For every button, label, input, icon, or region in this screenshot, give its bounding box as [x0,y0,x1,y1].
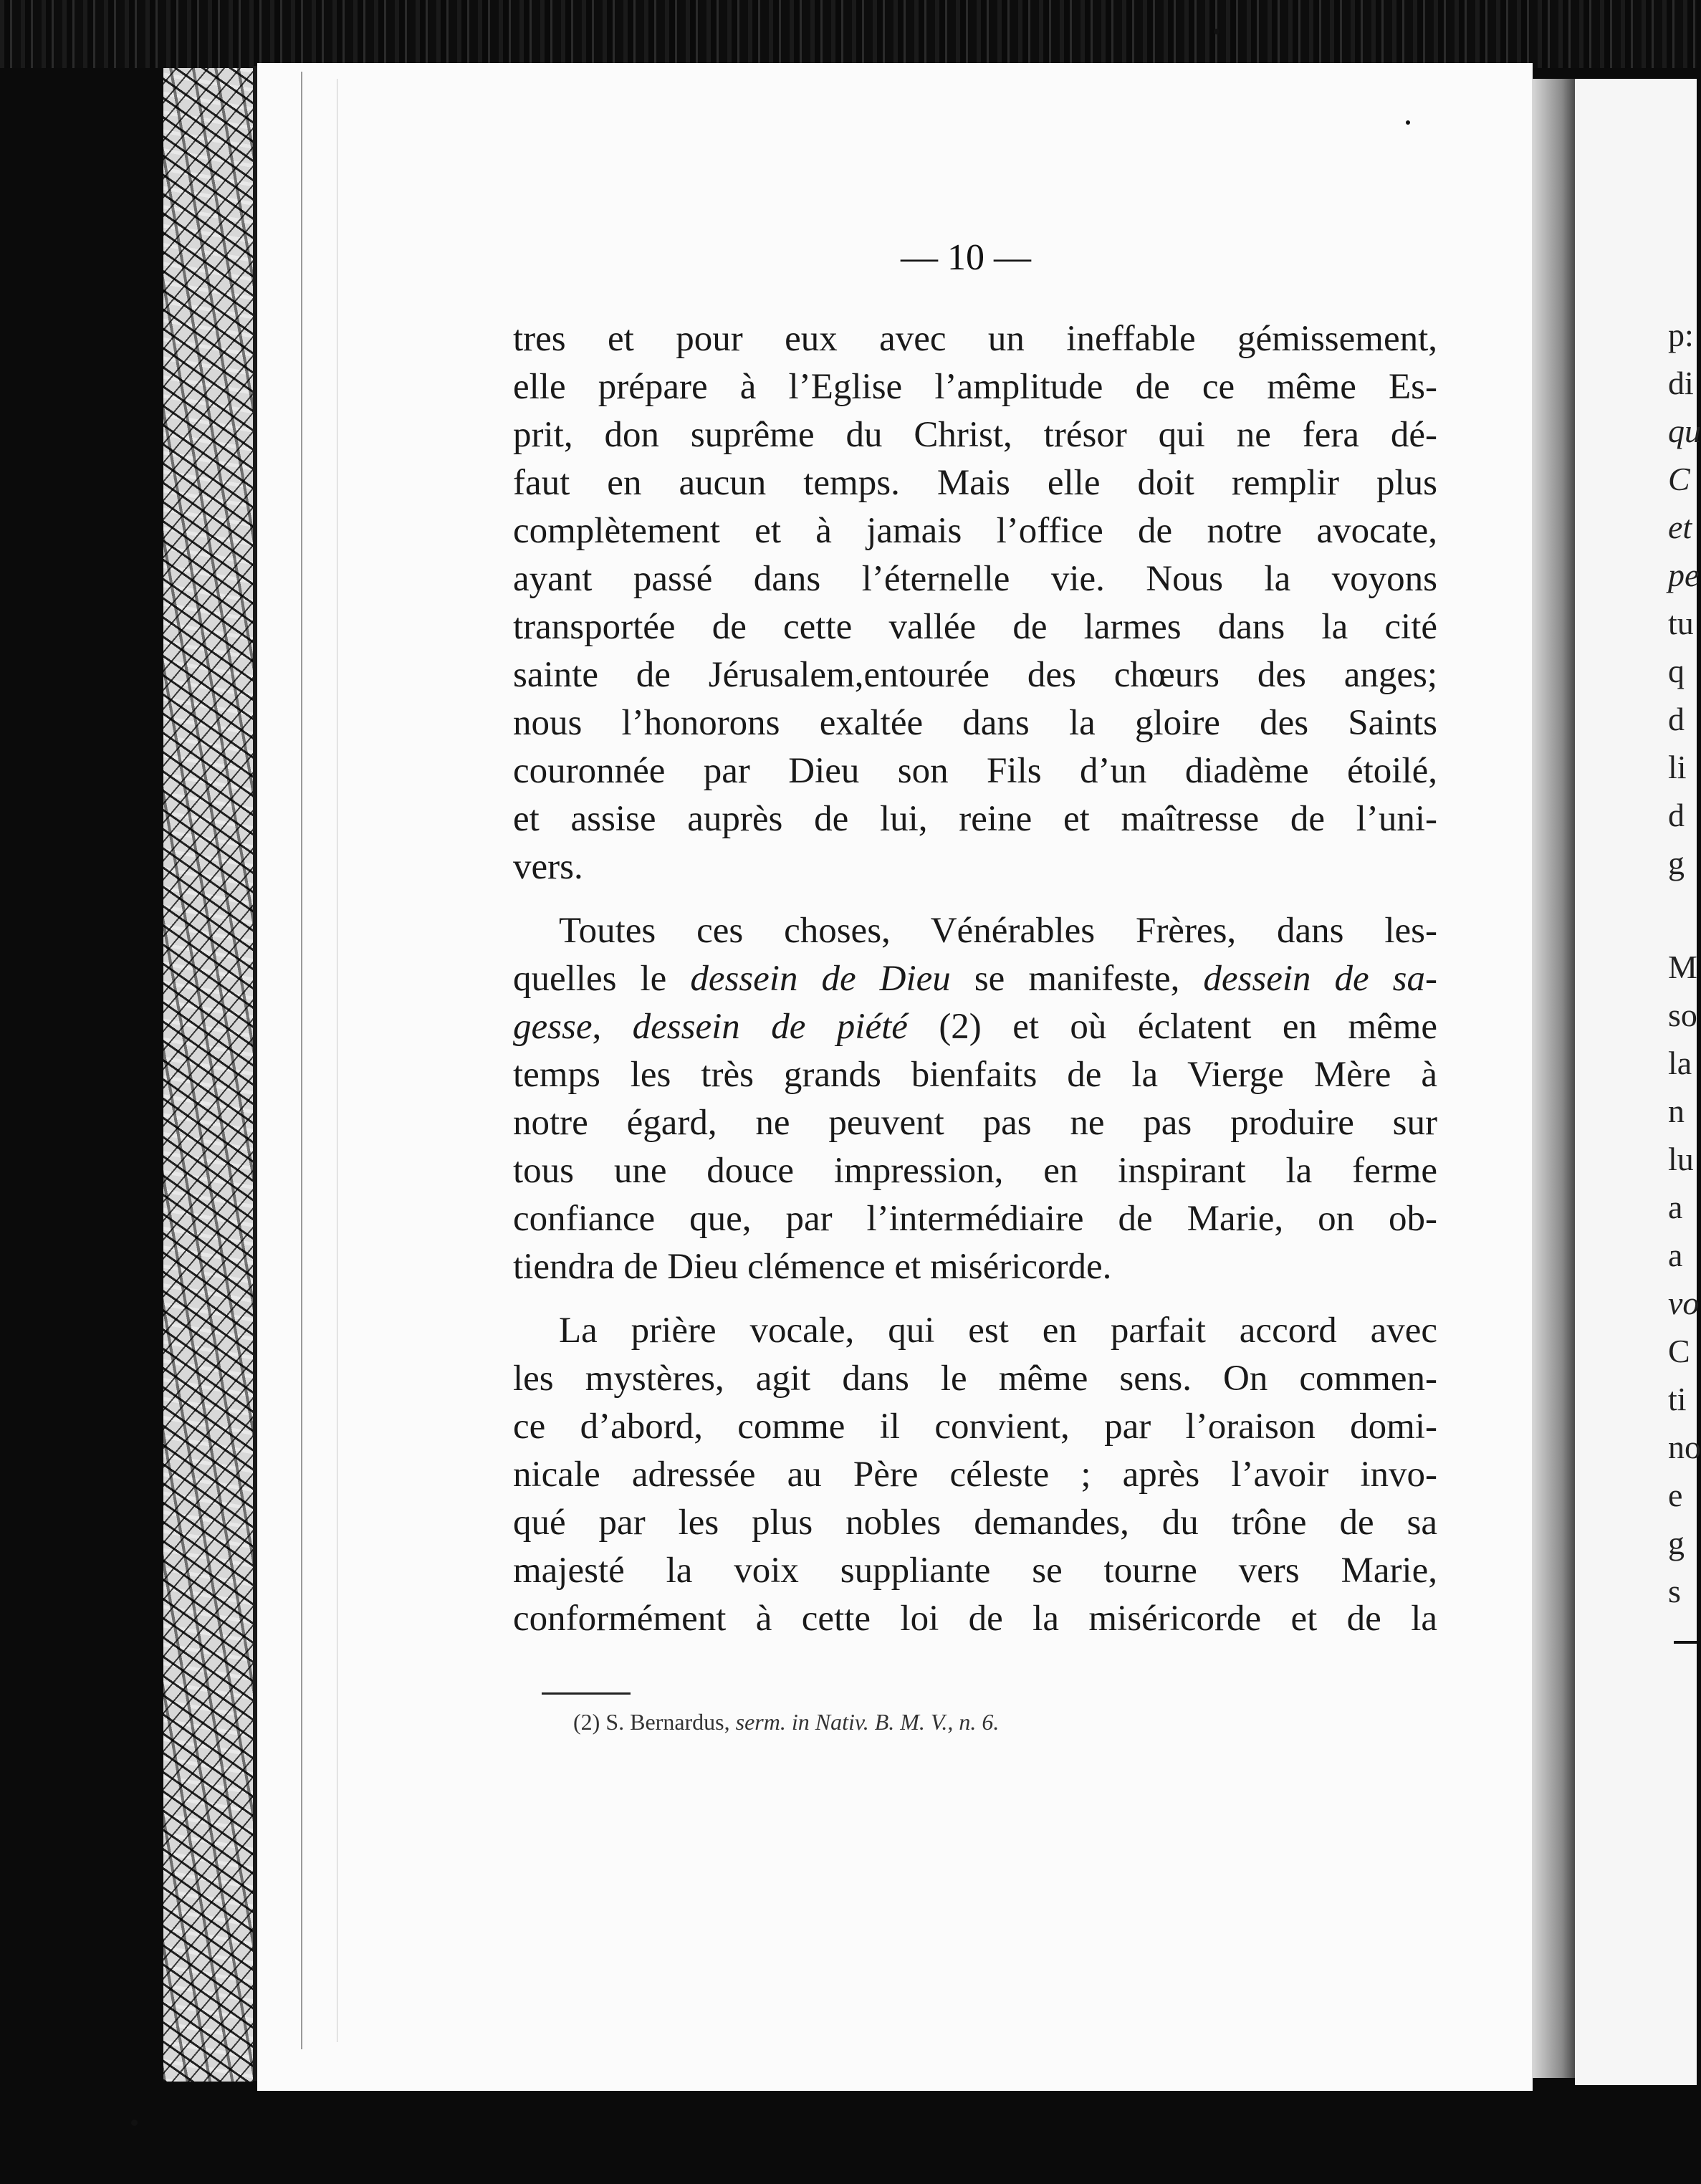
facing-page-fragment: n [1668,1093,1685,1129]
text-line: conformément à cette loi de la miséricorde et de la [513,1599,1437,1639]
facing-page-fragment: tu [1668,605,1694,641]
text-line: et assise auprès de lui, reine et maîtresse de l’uni- [513,799,1437,839]
text-line: qué par les plus nobles demandes, du trône de sa [513,1503,1437,1543]
text-line: quelles le dessein de Dieu se manifeste, dessein de sa- [513,959,1438,999]
facing-page-fragment: g [1668,845,1685,881]
facing-page-fragment: pe [1668,557,1700,593]
facing-page-fragment: p: [1668,317,1694,353]
marbled-endpaper [163,68,253,2082]
footnote [573,1709,999,1735]
facing-page-fragment: M [1668,949,1697,985]
scan-speck [131,2120,138,2126]
facing-page-fragment: d [1668,701,1685,737]
scan-speck [1214,29,1220,34]
scan-top-border [0,0,1697,68]
text-line: tiendra de Dieu clémence et miséricorde. [513,1247,1112,1287]
text-line: elle prépare à l’Eglise l’amplitude de ce même Es- [513,367,1437,407]
footnote-source: (2) S. Bernardus, [573,1709,730,1735]
page-number: — 10 — [901,237,1031,278]
facing-page-fragment: a [1668,1189,1683,1225]
text-line: gesse, dessein de piété (2) et où éclatent en même [513,1007,1438,1047]
facing-page-fragment: qu [1668,413,1701,449]
text-line: complètement et à jamais l’office de notre avocate, [513,511,1437,551]
text-line: transportée de cette vallée de larmes dans la cité [513,607,1437,647]
text-line: temps les très grands bienfaits de la Vierge Mère à [513,1055,1437,1095]
facing-page-fragment: C [1668,461,1690,497]
facing-page-fragment: C [1668,1333,1690,1369]
text-line: majesté la voix suppliante se tourne vers Marie, [513,1551,1437,1591]
facing-page-fragment: di [1668,365,1694,401]
gutter-shadow [1532,79,1575,2078]
facing-page-fragment: vo [1668,1285,1700,1321]
text-line: nicale adressée au Père céleste ; après l’avoir invo- [513,1455,1437,1495]
text-line: prit, don suprême du Christ, trésor qui ne fera dé- [513,415,1437,455]
facing-page-fragment: so [1668,997,1697,1033]
footnote-rule [542,1692,631,1695]
text-line: notre égard, ne peuvent pas ne pas produire sur [513,1103,1437,1143]
facing-page-fragment: et [1668,509,1692,545]
facing-page-fragment: e [1668,1477,1683,1513]
text-line: Toutes ces choses, Vénérables Frères, dans les- [559,911,1437,951]
facing-page-rule [1674,1641,1697,1644]
text-line: confiance que, par l’intermédiaire de Marie, on ob- [513,1199,1437,1239]
facing-page-fragment: q [1668,653,1685,689]
text-line: vers. [513,847,583,887]
facing-page-fragment: a [1668,1237,1683,1273]
text-line: ce d’abord, comme il convient, par l’oraison domi- [513,1407,1437,1447]
text-line: nous l’honorons exaltée dans la gloire des Saints [513,703,1437,743]
text-line: faut en aucun temps. Mais elle doit remplir plus [513,463,1437,503]
facing-page-fragment: li [1668,749,1687,785]
facing-page-fragment: s [1668,1573,1681,1609]
text-line: La prière vocale, qui est en parfait accord avec [559,1311,1437,1351]
footnote-reference: serm. in Nativ. B. M. V., n. 6. [735,1709,1000,1735]
facing-page-fragment: ti [1668,1381,1687,1417]
text-line: les mystères, agit dans le même sens. On commen- [513,1359,1437,1399]
facing-page-fragment: no [1668,1429,1701,1465]
facing-page-fragment: d [1668,797,1685,833]
text-line: tous une douce impression, en inspirant la ferme [513,1151,1437,1191]
scan-speck [1406,120,1410,125]
text-line: sainte de Jérusalem,entourée des chœurs des anges; [513,655,1437,695]
text-line: couronnée par Dieu son Fils d’un diadème étoilé, [513,751,1437,791]
page-fold-line [301,72,302,2049]
text-line: tres et pour eux avec un ineffable gémissement, [513,319,1437,359]
facing-page-fragment: g [1668,1525,1685,1561]
facing-page-fragment: lu [1668,1141,1694,1177]
facing-page-fragment: la [1668,1045,1692,1081]
text-line: ayant passé dans l’éternelle vie. Nous la voyons [513,559,1437,599]
